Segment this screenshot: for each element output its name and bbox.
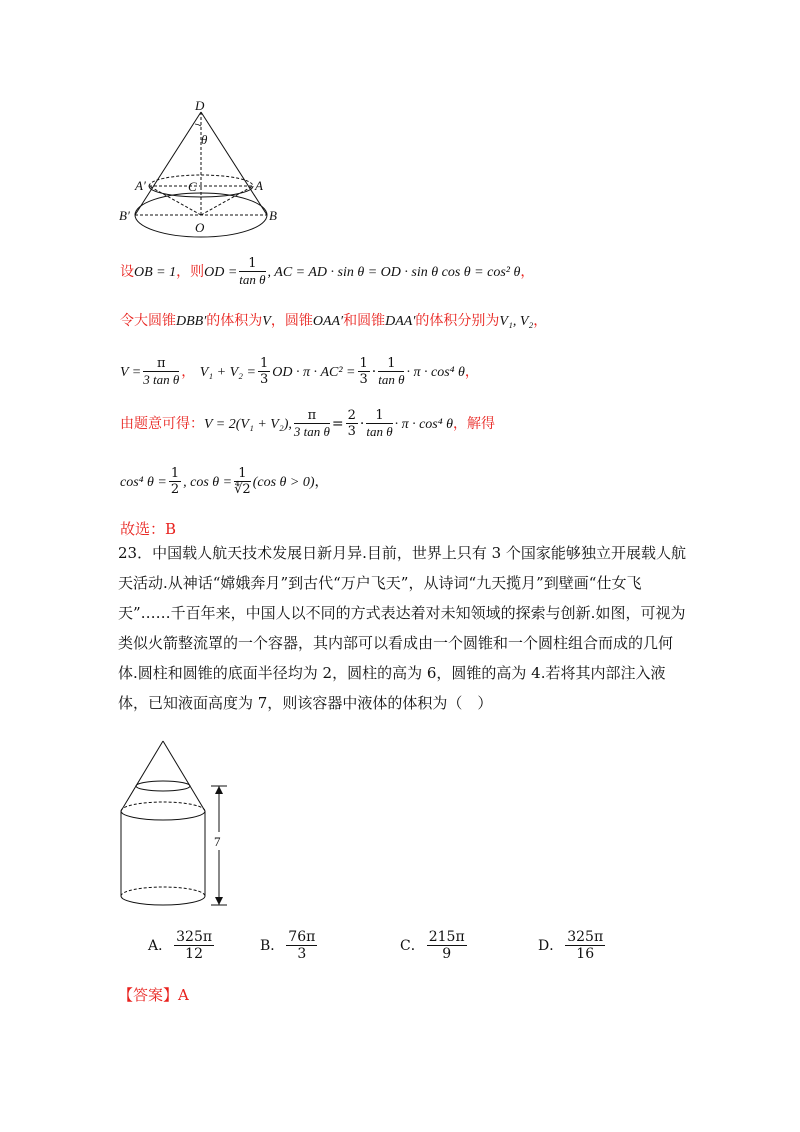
answer-line xyxy=(118,984,189,1005)
solution-answer: 故选：B xyxy=(120,520,177,538)
fraction: $\frac{1}{\text{tan θ}}$ xyxy=(239,256,266,287)
label-d: D xyxy=(195,98,205,113)
option-c[interactable]: C． $\frac{215\pi}{9}$ xyxy=(400,929,465,962)
solution-line-5: cos⁴ θ = $\frac{1}{2}$ , cos θ = $\frac{1}{∜2}$ (cos θ > 0)， xyxy=(120,466,329,497)
answer-value: A xyxy=(178,986,189,1004)
cone-figure xyxy=(115,98,290,248)
label-a: A xyxy=(255,178,263,193)
label-a-prime: A′ xyxy=(135,178,146,193)
height-label: 7 xyxy=(214,834,221,849)
option-a[interactable]: A． $\frac{325\pi}{12}$ xyxy=(148,929,213,962)
solution-line-3: V = $\frac{\pi}{\text{3 tan θ}}$ ， V₁ + V₂ = $\frac{1}{3}$ OD · π · AC² = $\frac{1}{3}$ · $\frac{1}{\text{tan θ}}$ · π · cos⁴ θ， xyxy=(120,356,479,387)
option-d[interactable]: D． $\frac{325\pi}{16}$ xyxy=(538,929,604,962)
label-b-prime: B′ xyxy=(119,208,130,223)
solution-line-4: 由题意可得：V = 2(V₁ + V₂), $\frac{\pi}{\text{3 tan θ}}$ = $\frac{2}{3}$ · $\frac{1}{\text{tan θ}}$ · π · cos⁴ θ，解得 xyxy=(120,408,495,439)
solution-line-2: 令大圆锥DBB′的体积为V，圆锥OAA′和圆锥DAA′的体积分别为V₁, V₂， xyxy=(120,313,548,329)
answer-tag: 【答案】 xyxy=(118,986,179,1004)
label-theta: θ xyxy=(201,132,208,147)
solution-line-1: 设OB = 1，则OD = $\frac{1}{\text{tan θ}}$ , AC = AD · sin θ = OD · sin θ cos θ = cos² θ， xyxy=(120,256,535,287)
label-o: O xyxy=(195,220,205,235)
label-b: B xyxy=(269,208,277,223)
label-c: C xyxy=(188,179,197,194)
container-figure xyxy=(115,738,245,918)
option-b[interactable]: B． $\frac{76\pi}{3}$ xyxy=(260,929,316,962)
question-23-text: 23．中国载人航天技术发展日新月异.目前，世界上只有 3 个国家能够独立开展载人航天活动.从神话“嫦娥奔月”到古代“万户飞天”，从诗词“九天揽月”到壁画“仕女飞天”……千百年来，中国人以不同的方式表达着对未知领域的探索与创新.如图，可视为类似火箭整流罩的一个容器，其内部可以看成由一个圆锥和一个圆柱组合而成的几何体.圆柱和圆锥的底面半径均为 2，圆柱的高为 6，圆锥的高为 4.若将其内部注入液体，已知液面高度为 7，则该容器中液体的体积为（ ） xyxy=(118,544,686,712)
